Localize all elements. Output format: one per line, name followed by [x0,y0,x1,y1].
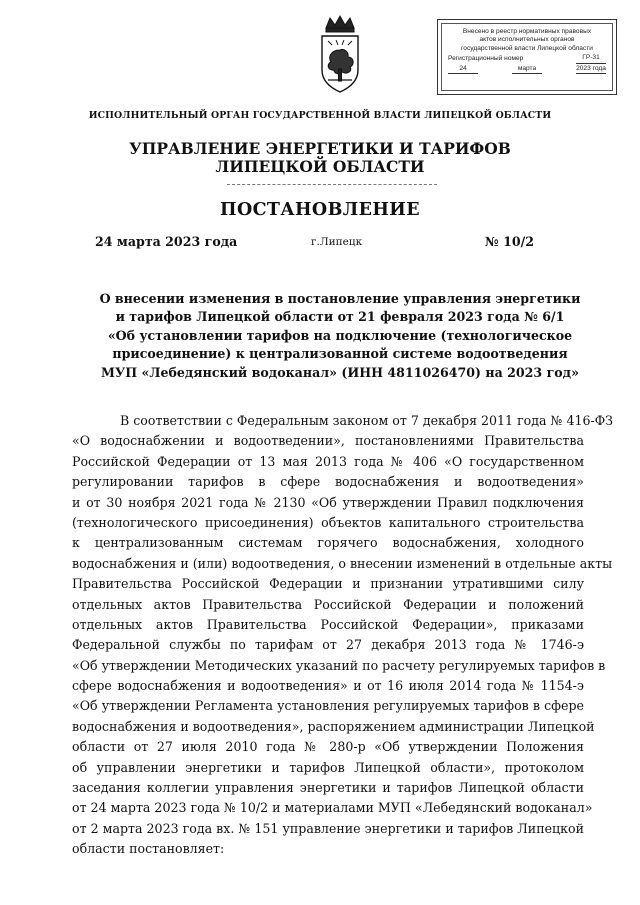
agency-name-line: ЛИПЕЦКОЙ ОБЛАСТИ [215,157,425,176]
subject-line: «Об установлении тарифов на подключение (технологическое [107,327,573,343]
coat-of-arms-emblem [316,14,364,100]
document-subject [96,290,584,382]
subject-line: и тарифов Липецкой области от 21 февраля 2023 года № 6/1 [115,309,565,325]
body-line: водоснабжения и водоотведения», распоряжением администрации Липецкой [72,718,595,734]
agency-name-line: УПРАВЛЕНИЕ ЭНЕРГЕТИКИ И ТАРИФОВ [129,139,511,158]
body-line: «О водоснабжении и водоотведении», постановлениями Правительства [72,433,584,449]
subject-line: МУП «Лебедянский водоканал» (ИНН 4811026470) на 2023 год» [101,364,579,380]
stamp-line: Внесено в реестр нормативных правовых [462,28,592,35]
body-line: отдельных актов Правительства Российской Федерации и положений [72,596,584,612]
body-line: об управлении энергетики и тарифов Липецкой области», протоколом [72,759,584,775]
issuing-authority: ИСПОЛНИТЕЛЬНЫЙ ОРГАН ГОСУДАРСТВЕННОЙ ВЛАСТИ ЛИПЕЦКОЙ ОБЛАСТИ [88,110,552,121]
body-line: «Об утверждении Методических указаний по расчету регулируемых тарифов в [72,657,606,673]
stamp-line: государственной власти Липецкой области [461,44,593,52]
document-number: № 10/2 [485,234,534,249]
stamp-line: актов исполнительных органов [479,36,575,44]
body-line: Правительства Российской Федерации и признании утратившими силу [72,576,584,592]
stamp-day: 24 [448,65,478,74]
body-line: отдельных актов Правительства Российской Федерации», приказами [72,616,584,632]
stamp-reg-label: Регистрационный номер [448,55,524,63]
stamp-year: 2023 года [576,65,606,74]
body-line: области от 27 июля 2010 года № 280-р «Об утверждении Положения [72,739,584,755]
body-line: заседания коллегии управления энергетики и тарифов Липецкой области [72,780,584,796]
document-city: г.Липецк [311,236,363,248]
stamp-reg-number: ГР-31 [576,54,606,63]
body-line: к централизованным системам горячего водоснабжения, холодного [72,535,584,551]
body-line: В соответствии с Федеральным законом от 7 декабря 2011 года № 416-ФЗ [120,413,614,428]
stamp-month: марта [512,65,542,74]
body-line: от 2 марта 2023 года вх. № 151 управление энергетики и тарифов Липецкой [72,820,584,836]
document-type: ПОСТАНОВЛЕНИЕ [220,200,420,220]
agency-name [0,140,640,176]
body-line: и от 30 ноября 2021 года № 2130 «Об утверждении Правил подключения [72,494,584,510]
document-body [72,411,614,860]
body-line: области постановляет: [72,841,225,857]
subject-line: присоединение) к централизованной системе водоотведения [112,346,568,362]
divider [227,184,437,185]
body-line: (технологического присоединения) объектов капитального строительства [72,514,584,530]
body-line: Федеральной службы по тарифам от 27 декабря 2013 года № 1746-э [72,637,584,653]
body-line: «Об утверждении Регламента установления регулируемых тарифов в сфере [72,698,584,714]
body-line: водоснабжения и (или) водоотведения, о внесении изменений в отдельные акты [72,555,613,571]
registry-stamp [437,19,617,95]
body-line: сфере водоснабжения и водоотведения» и от 16 июля 2014 года № 1154-э [72,678,584,694]
body-line: регулировании тарифов в сфере водоснабжения и водоотведения» [72,474,584,490]
document-date: 24 марта 2023 года [95,234,238,249]
body-line: Российской Федерации от 13 мая 2013 года № 406 «О государственном [72,453,584,469]
subject-line: О внесении изменения в постановление управления энергетики [99,291,581,306]
body-line: от 24 марта 2023 года № 10/2 и материалами МУП «Лебедянский водоканал» [72,800,593,816]
